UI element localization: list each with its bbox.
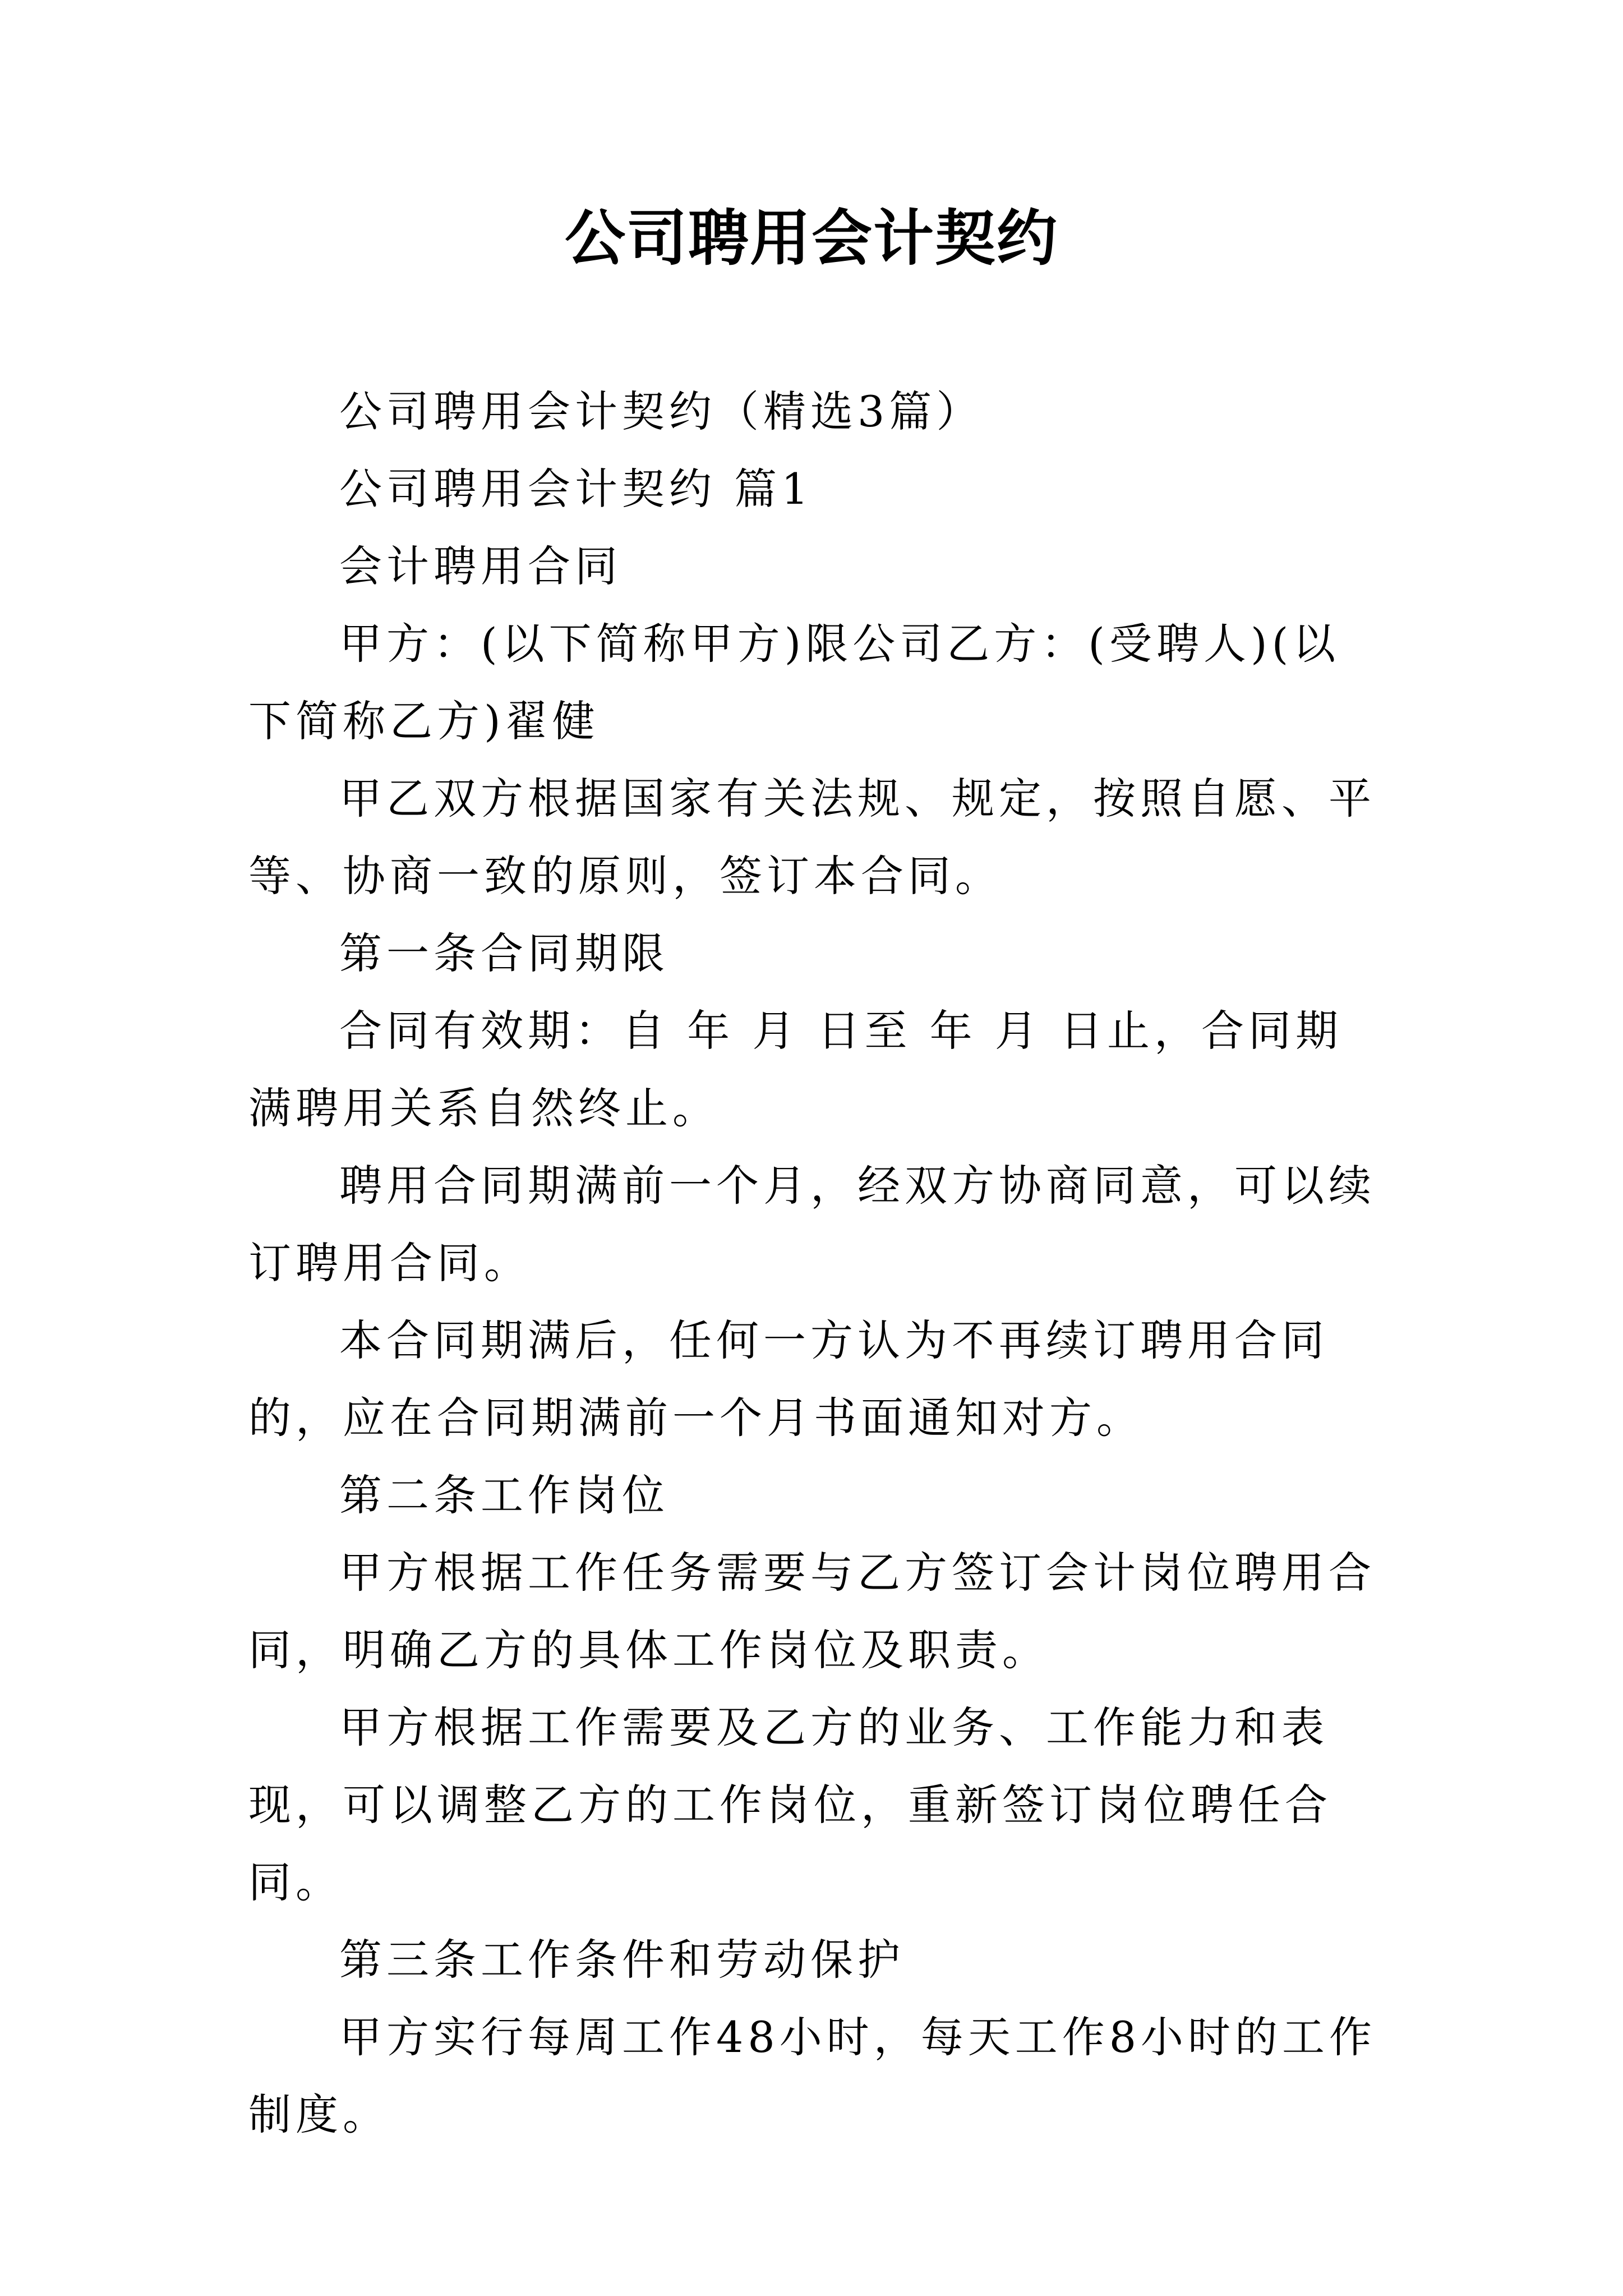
paragraph-subtitle: 公司聘用会计契约（精选3篇） (339, 386, 984, 436)
paragraph-contract-name: 会计聘用合同 (339, 541, 622, 591)
paragraph-parties: 甲方：(以下简称甲方)限公司乙方：(受聘人)(以下简称乙方)翟健 (248, 619, 1340, 746)
article-1-heading: 第一条合同期限 (339, 928, 669, 978)
paragraph-working-hours: 甲方实行每周工作48小时，每天工作8小时的工作制度。 (248, 2012, 1377, 2139)
paragraph-position: 甲方根据工作任务需要与乙方签订会计岗位聘用合同，明确乙方的具体工作岗位及职责。 (248, 1548, 1376, 1675)
paragraph-term: 合同有效期：自 年 月 日至 年 月 日止，合同期满聘用关系自然终止。 (248, 1006, 1343, 1133)
document-body (248, 373, 1387, 2154)
paragraph-position-adjustment: 甲方根据工作需要及乙方的业务、工作能力和表现，可以调整乙方的工作岗位，重新签订岗位聘任合同。 (248, 1703, 1332, 1907)
article-2-heading: 第二条工作岗位 (339, 1470, 669, 1520)
article-3-heading: 第三条工作条件和劳动保护 (339, 1935, 905, 1985)
paragraph-preamble: 甲乙双方根据国家有关法规、规定，按照自愿、平等、协商一致的原则，签订本合同。 (248, 774, 1376, 901)
paragraph-chapter-heading: 公司聘用会计契约 篇1 (339, 464, 813, 514)
paragraph-termination-notice: 本合同期满后，任何一方认为不再续订聘用合同的，应在合同期满前一个月书面通知对方。 (248, 1315, 1329, 1443)
paragraph-renewal: 聘用合同期满前一个月，经双方协商同意，可以续订聘用合同。 (248, 1161, 1376, 1288)
document-title: 公司聘用会计契约 (564, 203, 1058, 274)
